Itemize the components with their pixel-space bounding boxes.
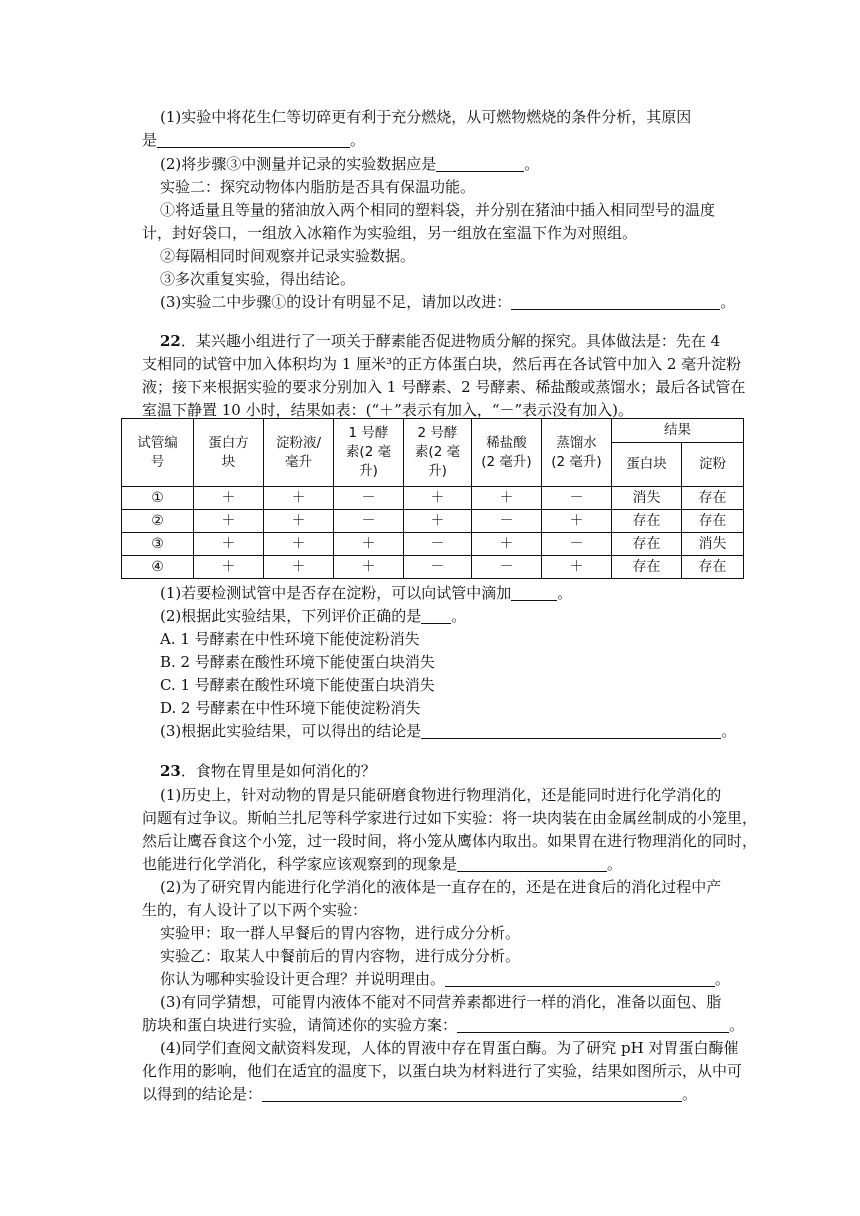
table-cell: － [472, 556, 542, 579]
table-cell: 存在 [612, 556, 682, 579]
header-enzyme-2: 2 号酵 素(2 毫 升) [404, 419, 472, 487]
q22-part3 [160, 720, 740, 742]
q22-option-b: B. 2 号酵素在酸性环境下能使蛋白块消失 [160, 653, 435, 671]
q23-part1-line2: 问题有过争议。斯帕兰扎尼等科学家进行过如下实验：将一块肉装在由金属丝制成的小笼里， [142, 809, 758, 827]
q21-part2-text: (2)将步骤③中测量并记录的实验数据应是 [160, 155, 437, 173]
q23-part1-line4 [142, 853, 722, 875]
q23-part4-line3 [142, 1083, 722, 1105]
q23-part1-answer-blank[interactable] [457, 855, 607, 872]
q22-intro-line4: 室温下静置 10 小时，结果如表：(“＋”表示有加入，“－”表示没有加入)。 [142, 401, 634, 419]
table-cell: ③ [122, 533, 194, 556]
q23-part3-line1: (3)有同学猜想，可能胃内液体不能对不同营养素都进行一样的消化，准备以面包、脂 [160, 993, 722, 1011]
q23-part3-answer-blank[interactable] [457, 1016, 729, 1033]
q23-part3-line2 [142, 1014, 745, 1036]
table-cell: 存在 [612, 533, 682, 556]
q22-intro-line3: 液；接下来根据实验的要求分别加入 1 号酵素、2 号酵素、稀盐酸或蒸馏水；最后各试管在 [142, 378, 746, 396]
table-cell: － [542, 533, 612, 556]
table-cell: ＋ [264, 556, 334, 579]
q23-part3-suffix: 。 [729, 1016, 745, 1034]
q23-part1-suffix: 。 [607, 855, 623, 873]
table-cell: － [404, 556, 472, 579]
q23-part4-line2: 化作用的影响，他们在适宜的温度下，以蛋白块为材料进行了实验，结果如图所示，从中可 [142, 1062, 743, 1080]
table-cell: 存在 [612, 510, 682, 533]
q21-part3 [160, 291, 740, 313]
q21-part1-answer-blank[interactable] [157, 131, 350, 148]
q21-step1-line1: ①将适量且等量的猪油放入两个相同的塑料袋，并分别在猪油中插入相同型号的温度 [160, 201, 716, 219]
q22-part2-suffix: 。 [451, 607, 467, 625]
table-cell: ＋ [194, 556, 264, 579]
header-enzyme-1: 1 号酵 素(2 毫 升) [334, 419, 404, 487]
q22-results-table [121, 418, 744, 579]
q21-part3-suffix: 。 [720, 293, 736, 311]
q22-part1 [160, 582, 740, 604]
q22-part1-suffix: 。 [557, 584, 573, 602]
q22-intro-line2: 支相同的试管中加入体积均为 1 厘米³的正方体蛋白块，然后再在各试管中加入 2 毫升淀粉 [142, 355, 742, 373]
header-result: 结果 [612, 419, 744, 443]
q23-part1-text: 也能进行化学消化，科学家应该观察到的现象是 [142, 855, 458, 873]
q22-intro-text: ．某兴趣小组进行了一项关于酵素能否促进物质分解的探究。具体做法是：先在 4 [180, 332, 721, 350]
table-row [122, 487, 744, 510]
q22-part1-text: (1)若要检测试管中是否存在淀粉，可以向试管中滴加 [160, 584, 512, 602]
table-cell: ② [122, 510, 194, 533]
q21-experiment2-title: 实验二：探究动物体内脂肪是否具有保温功能。 [160, 178, 476, 196]
table-cell: － [334, 510, 404, 533]
q23-title [160, 760, 740, 782]
table-cell: 消失 [612, 487, 682, 510]
q23-part4-text: 以得到的结论是： [142, 1085, 263, 1103]
table-cell: ＋ [194, 510, 264, 533]
q21-part1-line2 [142, 129, 722, 151]
table-cell: ＋ [404, 487, 472, 510]
q23-part2-answer-blank[interactable] [445, 970, 715, 987]
q23-part4-suffix: 。 [682, 1085, 698, 1103]
q23-experiment-b: 实验乙：取某人中餐前后的胃内容物，进行成分分析。 [160, 947, 521, 965]
table-cell: － [334, 487, 404, 510]
table-cell: ① [122, 487, 194, 510]
table-cell: ④ [122, 556, 194, 579]
header-tube-number: 试管编 号 [122, 419, 194, 487]
q22-option-d: D. 2 号酵素在中性环境下能使淀粉消失 [160, 699, 421, 717]
q23-part3-text: 肪块和蛋白块进行实验，请简述你的实验方案： [142, 1016, 458, 1034]
q22-number: 22 [160, 332, 181, 350]
q23-part2-line2: 生的，有人设计了以下两个实验： [142, 901, 368, 919]
q22-option-c: C. 1 号酵素在酸性环境下能使蛋白块消失 [160, 676, 435, 694]
q22-part2 [160, 605, 740, 627]
q23-part1-line3: 然后让鹰吞食这个小笼，过一段时间，将小笼从鹰体内取出。如果胃在进行物理消化的同时， [142, 832, 758, 850]
q22-part1-answer-blank[interactable] [511, 584, 557, 601]
q21-part2-suffix: 。 [524, 155, 540, 173]
header-starch-solution: 淀粉液/ 毫升 [264, 419, 334, 487]
table-row [122, 510, 744, 533]
q23-part2-question [160, 968, 740, 990]
q22-part2-text: (2)根据此实验结果，下列评价正确的是 [160, 607, 422, 625]
q21-part1-line1: (1)实验中将花生仁等切碎更有利于充分燃烧，从可燃物燃烧的条件分析，其原因 [160, 108, 692, 126]
table-cell: ＋ [264, 533, 334, 556]
table-row [122, 556, 744, 579]
table-cell: － [542, 487, 612, 510]
q22-part3-answer-blank[interactable] [421, 722, 721, 739]
q23-part4-answer-blank[interactable] [262, 1085, 682, 1102]
q23-part4-line1: (4)同学们查阅文献资料发现，人体的胃液中存在胃蛋白酶。为了研究 pH 对胃蛋白酶催 [160, 1039, 739, 1057]
table-cell: ＋ [264, 487, 334, 510]
q23-title-text: ．食物在胃里是如何消化的？ [180, 762, 376, 780]
q21-part1-suffix: 。 [350, 131, 366, 149]
q22-intro-line1 [160, 330, 740, 352]
q21-step3: ③多次重复实验，得出结论。 [160, 270, 356, 288]
table-cell: ＋ [404, 510, 472, 533]
table-row [122, 533, 744, 556]
table-cell: ＋ [264, 510, 334, 533]
header-result-starch: 淀粉 [682, 443, 744, 487]
q21-step2: ②每隔相同时间观察并记录实验数据。 [160, 247, 416, 265]
q23-number: 23 [160, 762, 181, 780]
table-cell: ＋ [472, 533, 542, 556]
table-cell: － [404, 533, 472, 556]
table-cell: － [472, 510, 542, 533]
table-cell: ＋ [194, 533, 264, 556]
q23-part1-line1: (1)历史上，针对动物的胃是只能研磨食物进行物理消化，还是能同时进行化学消化的 [160, 786, 722, 804]
q21-part2-answer-blank[interactable] [436, 155, 524, 172]
q22-part3-suffix: 。 [721, 722, 737, 740]
q22-part2-answer-blank[interactable] [421, 607, 451, 624]
table-cell: 存在 [682, 487, 744, 510]
table-cell: 存在 [682, 556, 744, 579]
q23-part2-suffix: 。 [715, 970, 731, 988]
table-cell: ＋ [542, 556, 612, 579]
q21-part3-text: (3)实验二中步骤①的设计有明显不足，请加以改进： [160, 293, 512, 311]
header-protein-cube: 蛋白方 块 [194, 419, 264, 487]
table-cell: 消失 [682, 533, 744, 556]
table-cell: ＋ [542, 510, 612, 533]
header-distilled-water: 蒸馏水 (2 毫升) [542, 419, 612, 487]
q23-experiment-a: 实验甲：取一群人早餐后的胃内容物，进行成分分析。 [160, 924, 521, 942]
header-result-protein: 蛋白块 [612, 443, 682, 487]
q22-option-a: A. 1 号酵素在中性环境下能使淀粉消失 [160, 630, 420, 648]
table-cell: ＋ [334, 556, 404, 579]
table-cell: ＋ [472, 487, 542, 510]
q21-part1-prefix: 是 [142, 131, 158, 149]
table-cell: ＋ [334, 533, 404, 556]
q23-part2-line1: (2)为了研究胃内能进行化学消化的液体是一直存在的，还是在进食后的消化过程中产 [160, 878, 722, 896]
q22-part3-text: (3)根据此实验结果，可以得出的结论是 [160, 722, 422, 740]
header-dilute-hcl: 稀盐酸 (2 毫升) [472, 419, 542, 487]
q21-part2 [160, 153, 740, 175]
q23-part2-text: 你认为哪种实验设计更合理？并说明理由。 [160, 970, 446, 988]
q21-part3-answer-blank[interactable] [511, 293, 720, 310]
table-cell: ＋ [194, 487, 264, 510]
q21-step1-line2: 计，封好袋口，一组放入冰箱作为实验组，另一组放在室温下作为对照组。 [142, 224, 638, 242]
table-cell: 存在 [682, 510, 744, 533]
